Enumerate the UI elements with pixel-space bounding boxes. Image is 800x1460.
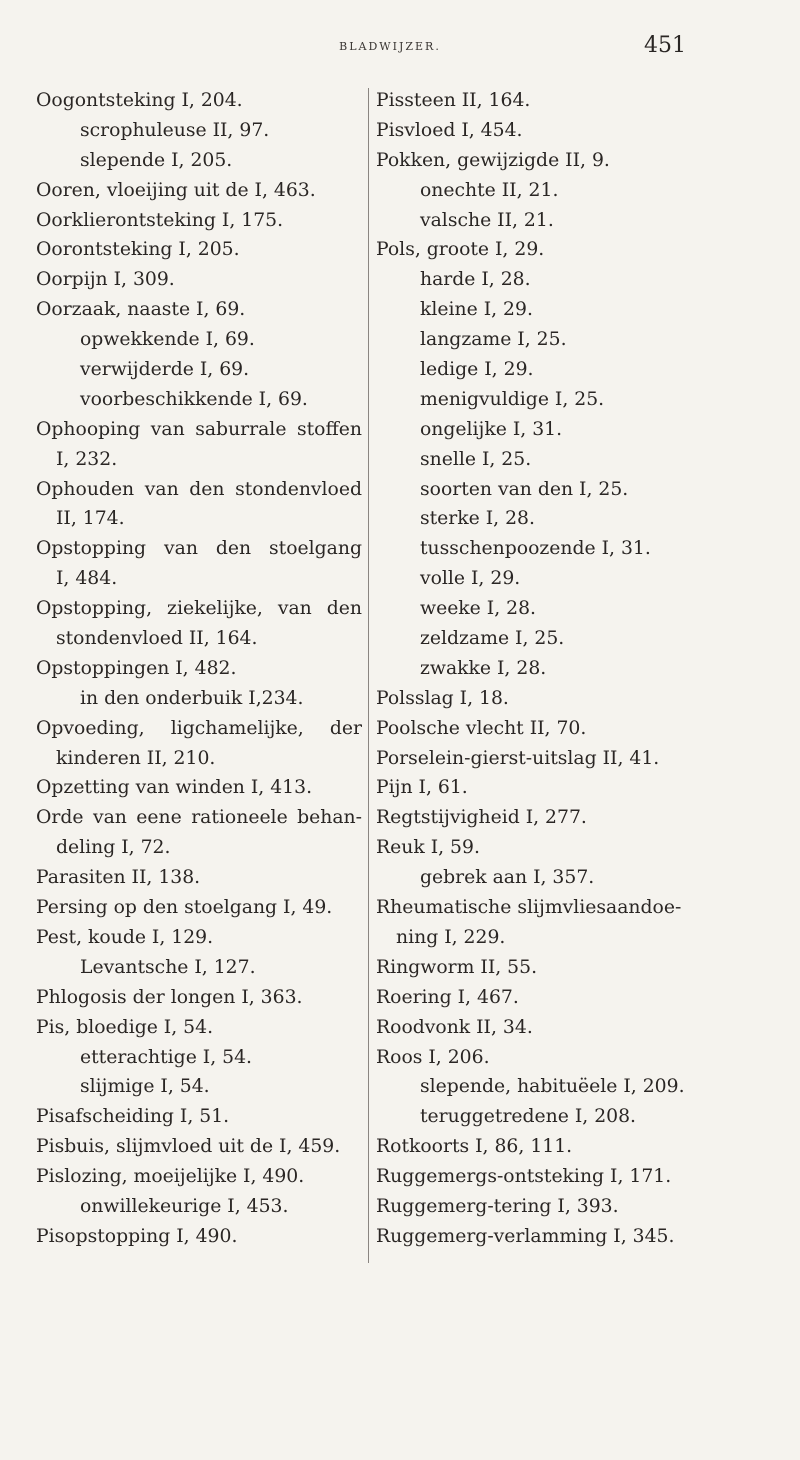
index-subentry: zwakke I, 28. bbox=[420, 657, 547, 679]
index-entry: Pisbuis, slijmvloed uit de I, 459. bbox=[36, 1136, 341, 1158]
index-subentry: Levantsche I, 127. bbox=[80, 956, 256, 978]
index-entry: Rheumatische slijmvliesaandoe- bbox=[376, 897, 682, 919]
index-subentry: II, 174. bbox=[56, 508, 125, 530]
index-subentry: I, 484. bbox=[56, 568, 118, 590]
index-entry: Opvoeding, ligchamelijke, der bbox=[36, 717, 362, 739]
index-subentry: ongelijke I, 31. bbox=[420, 418, 563, 440]
index-subentry: voorbeschikkende I, 69. bbox=[80, 388, 308, 410]
index-subentry: etterachtige I, 54. bbox=[80, 1046, 253, 1068]
index-subentry: in den onderbuik I,234. bbox=[80, 687, 304, 709]
index-entry: Reuk I, 59. bbox=[376, 837, 480, 859]
index-subentry: onechte II, 21. bbox=[420, 179, 559, 201]
index-entry: Opzetting van winden I, 413. bbox=[36, 777, 313, 799]
index-subentry: gebrek aan I, 357. bbox=[420, 867, 595, 889]
index-subentry: opwekkende I, 69. bbox=[80, 329, 255, 351]
index-subentry: tusschenpoozende I, 31. bbox=[420, 538, 651, 560]
index-subentry: onwillekeurige I, 453. bbox=[80, 1195, 289, 1217]
index-subentry: stondenvloed II, 164. bbox=[56, 628, 258, 650]
index-subentry: volle I, 29. bbox=[420, 568, 521, 590]
index-subentry: slepende I, 205. bbox=[80, 149, 233, 171]
index-entry: Pis, bloedige I, 54. bbox=[36, 1016, 214, 1038]
index-subentry: kleine I, 29. bbox=[420, 299, 533, 321]
index-entry: Roos I, 206. bbox=[376, 1046, 490, 1068]
index-subentry: kinderen II, 210. bbox=[56, 747, 216, 769]
index-entry: Oogontsteking I, 204. bbox=[36, 90, 243, 111]
index-entry: Oorzaak, naaste I, 69. bbox=[36, 299, 246, 321]
index-entry: Persing op den stoelgang I, 49. bbox=[36, 897, 333, 919]
index-entry: Ophooping van saburrale stoffen bbox=[36, 418, 362, 440]
index-subentry: ledige I, 29. bbox=[420, 359, 534, 381]
index-entry: Orde van eene rationeele behan- bbox=[36, 807, 362, 829]
index-entry: Oorontsteking I, 205. bbox=[36, 239, 240, 261]
index-entry: Phlogosis der longen I, 363. bbox=[36, 986, 303, 1008]
index-entry: Pissteen II, 164. bbox=[376, 90, 531, 111]
index-entry: Regtstijvigheid I, 277. bbox=[376, 807, 587, 829]
index-entry: Pokken, gewijzigde II, 9. bbox=[376, 149, 610, 171]
index-column-left bbox=[36, 86, 362, 1252]
index-entry: Pisvloed I, 454. bbox=[376, 119, 523, 141]
index-subentry: soorten van den I, 25. bbox=[420, 478, 629, 500]
index-entry: Ringworm II, 55. bbox=[376, 956, 538, 978]
index-entry: Ruggemerg-tering I, 393. bbox=[376, 1195, 619, 1217]
index-entry: Polsslag I, 18. bbox=[376, 687, 509, 709]
index-subentry: slepende, habituëele I, 209. bbox=[420, 1076, 685, 1098]
index-entry: Pislozing, moeijelijke I, 490. bbox=[36, 1166, 305, 1188]
index-subentry: weeke I, 28. bbox=[420, 598, 536, 620]
index-subentry: teruggetredene I, 208. bbox=[420, 1106, 637, 1128]
index-entry: Oorklierontsteking I, 175. bbox=[36, 209, 284, 231]
index-entry: Roodvonk II, 34. bbox=[376, 1016, 533, 1038]
index-entry: Rotkoorts I, 86, 111. bbox=[376, 1136, 573, 1158]
index-entry: Pols, groote I, 29. bbox=[376, 239, 545, 261]
index-entry: Pisafscheiding I, 51. bbox=[36, 1106, 230, 1128]
index-column-right bbox=[376, 86, 776, 1252]
index-subentry: ning I, 229. bbox=[396, 926, 506, 948]
index-subentry: deling I, 72. bbox=[56, 837, 171, 859]
index-entry: Roering I, 467. bbox=[376, 986, 519, 1008]
index-subentry: langzame I, 25. bbox=[420, 329, 567, 351]
index-entry: Porselein-gierst-uitslag II, 41. bbox=[376, 747, 660, 769]
index-entry: Oorpijn I, 309. bbox=[36, 269, 175, 291]
index-subentry: snelle I, 25. bbox=[420, 448, 532, 470]
running-header: BLADWIJZER. bbox=[339, 40, 441, 53]
index-subentry: scrophuleuse II, 97. bbox=[80, 119, 270, 141]
index-entry: Ophouden van den stondenvloed bbox=[36, 478, 362, 500]
index-subentry: I, 232. bbox=[56, 448, 118, 470]
index-subentry: sterke I, 28. bbox=[420, 508, 535, 530]
index-entry: Parasiten II, 138. bbox=[36, 867, 201, 889]
index-subentry: harde I, 28. bbox=[420, 269, 531, 291]
index-subentry: valsche II, 21. bbox=[420, 209, 554, 231]
index-entry: Ruggemerg-verlamming I, 345. bbox=[376, 1225, 675, 1247]
index-entry: Pisopstopping I, 490. bbox=[36, 1225, 238, 1247]
index-subentry: zeldzame I, 25. bbox=[420, 628, 565, 650]
index-entry: Pest, koude I, 129. bbox=[36, 926, 214, 948]
page-number: 451 bbox=[644, 33, 686, 58]
index-entry: Poolsche vlecht II, 70. bbox=[376, 717, 587, 739]
index-entry: Opstoppingen I, 482. bbox=[36, 657, 237, 679]
index-entry: Opstopping van den stoelgang bbox=[36, 538, 362, 560]
column-divider bbox=[368, 88, 369, 1263]
index-entry: Opstopping, ziekelijke, van den bbox=[36, 598, 362, 620]
index-entry: Ruggemergs-ontsteking I, 171. bbox=[376, 1166, 672, 1188]
index-entry: Ooren, vloeijing uit de I, 463. bbox=[36, 179, 316, 201]
index-entry: Pijn I, 61. bbox=[376, 777, 468, 799]
index-subentry: verwijderde I, 69. bbox=[80, 359, 250, 381]
index-subentry: menigvuldige I, 25. bbox=[420, 388, 605, 410]
index-subentry: slijmige I, 54. bbox=[80, 1076, 210, 1098]
